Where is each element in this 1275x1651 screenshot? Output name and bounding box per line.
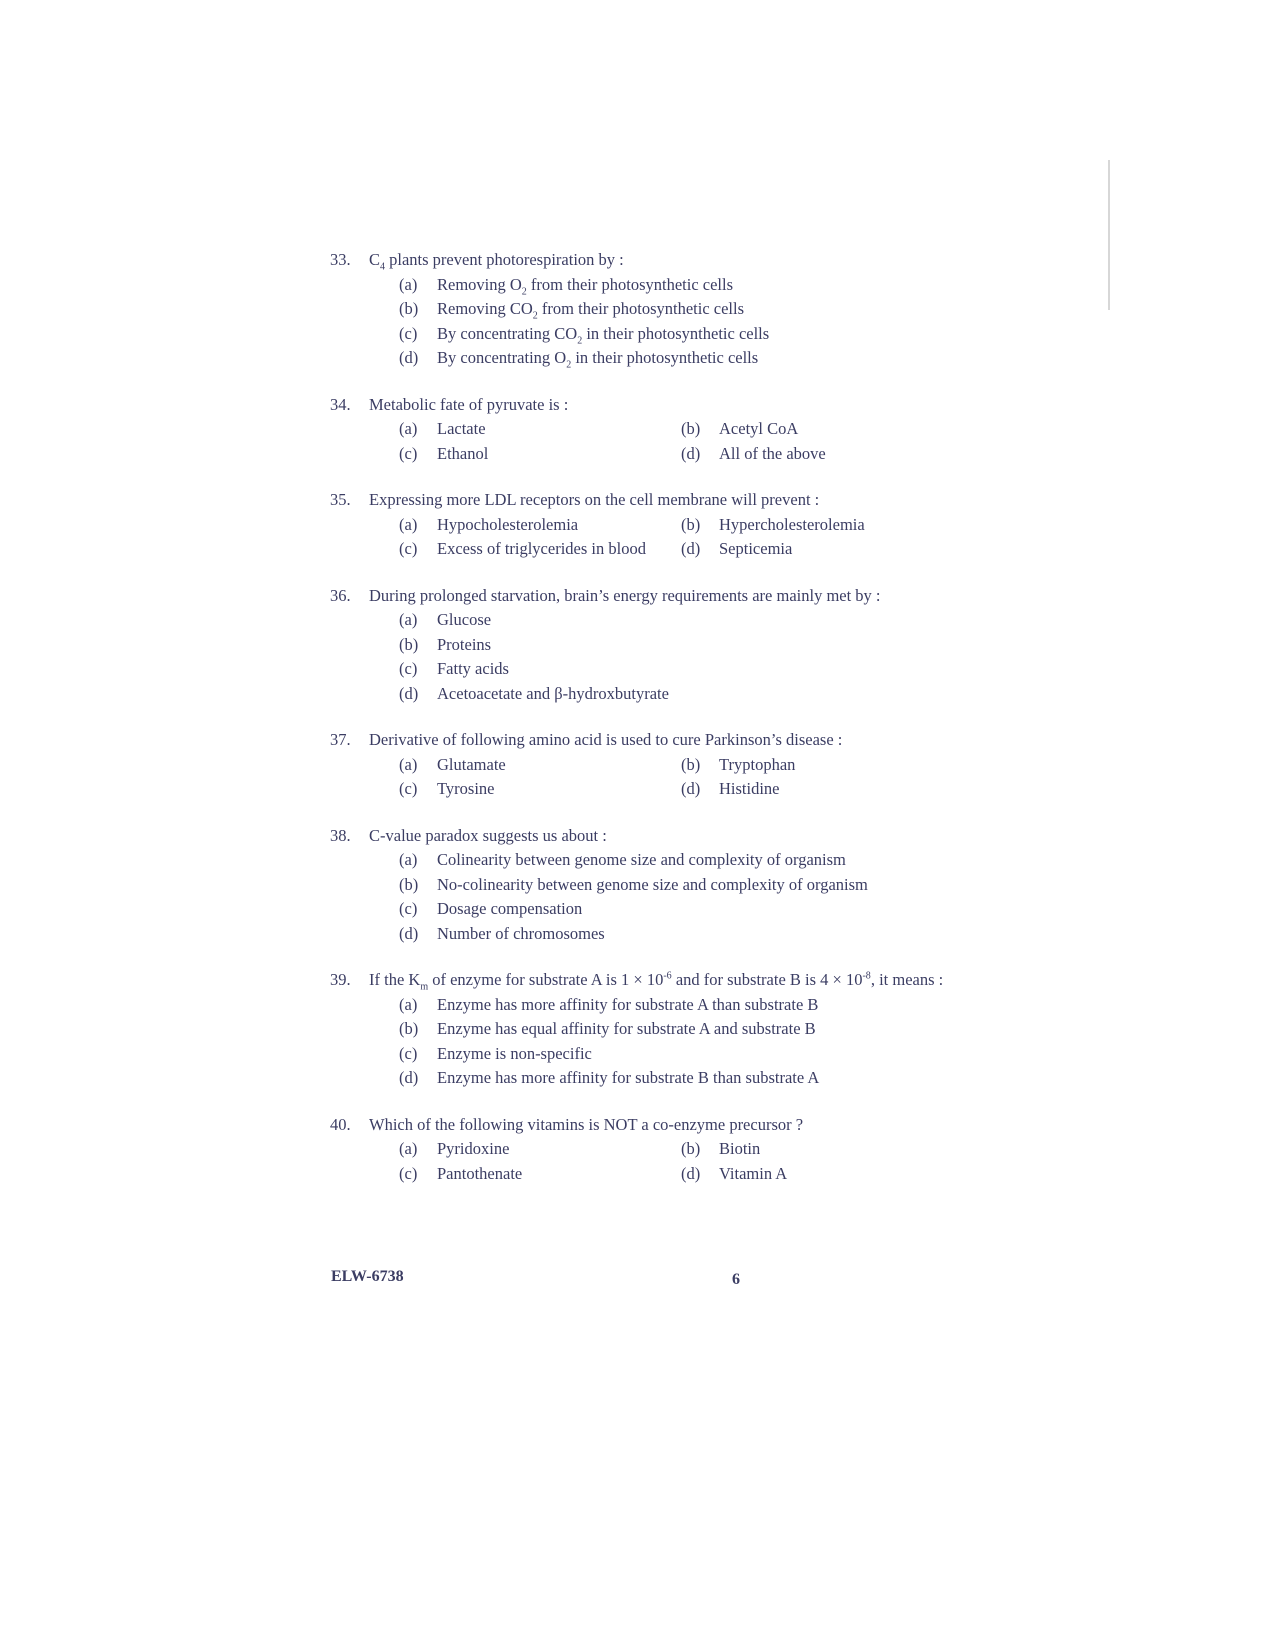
option-grid [330, 513, 950, 562]
option-text: Enzyme is non-specific [437, 1043, 592, 1063]
question-stem [330, 584, 950, 609]
stem-superscript: -6 [663, 970, 672, 982]
option-b [681, 417, 950, 442]
option-text: Fatty acids [437, 659, 509, 678]
option-a [399, 1137, 681, 1162]
stem-subscript: 4 [380, 261, 386, 273]
option-text: Glucose [437, 610, 492, 629]
option-a [399, 273, 950, 298]
option-grid [330, 417, 950, 466]
option-a [399, 753, 681, 778]
option-label: (a) [399, 850, 418, 869]
option-a [399, 608, 950, 633]
option-text: from their photosynthetic cells [537, 299, 744, 318]
question-number: 33. [330, 250, 351, 269]
option-text: Biotin [719, 1139, 761, 1158]
option-d [681, 537, 950, 562]
option-b [681, 753, 950, 778]
option-b [399, 1017, 950, 1042]
option-text: Vitamin A [719, 1163, 788, 1183]
option-c [399, 657, 950, 682]
option-label: (c) [399, 539, 418, 558]
option-text: Removing O [437, 274, 522, 294]
question-33 [330, 248, 950, 371]
option-text: Enzyme has more affinity for substrate A than substrate B [437, 994, 819, 1014]
option-text: from their photosynthetic cells [526, 274, 733, 294]
option-text: Tryptophan [719, 754, 796, 774]
option-text: Enzyme has more affinity for substrate B than substrate A [437, 1068, 820, 1087]
option-b [681, 1137, 950, 1162]
option-text: By concentrating O [437, 348, 567, 367]
option-label: (c) [399, 659, 418, 678]
stem-text: If the K [369, 970, 421, 989]
option-c [399, 1162, 681, 1187]
question-number: 37. [330, 730, 351, 749]
option-text: Colinearity between genome size and complexity of organism [437, 850, 846, 869]
question-35 [330, 488, 950, 562]
option-label: (c) [399, 779, 418, 798]
option-label: (a) [399, 274, 418, 294]
option-label: (a) [399, 994, 418, 1014]
question-36 [330, 584, 950, 707]
option-label: (a) [399, 419, 418, 438]
option-text: Dosage compensation [437, 899, 583, 918]
option-label: (d) [399, 348, 419, 367]
option-label: (c) [399, 899, 418, 918]
option-a [399, 993, 950, 1018]
option-c [399, 1042, 950, 1067]
option-label: (d) [681, 1163, 701, 1183]
option-label: (d) [399, 923, 419, 943]
question-stem [330, 488, 950, 513]
stem-text: and for substrate B is 4 × 10 [671, 970, 863, 989]
question-number: 38. [330, 825, 351, 845]
question-stem [330, 968, 950, 993]
page-footer [331, 1268, 951, 1286]
option-list [330, 273, 950, 371]
option-text: Number of chromosomes [437, 923, 605, 943]
stem-superscript: -8 [862, 970, 871, 982]
option-label: (d) [399, 683, 419, 703]
option-label: (b) [399, 634, 419, 654]
option-a [399, 513, 681, 538]
stem-text: Which of the following vitamins is NOT a co-enzyme precursor ? [369, 1114, 804, 1134]
option-label: (b) [681, 1139, 701, 1158]
option-text: Removing CO [437, 299, 533, 318]
option-text: Acetyl CoA [719, 419, 799, 438]
option-text: Hypercholesterolemia [719, 514, 865, 534]
option-c [399, 897, 950, 922]
question-39 [330, 968, 950, 1091]
option-label: (d) [681, 539, 701, 558]
option-list [330, 993, 950, 1091]
option-grid [330, 753, 950, 802]
option-grid [330, 1137, 950, 1186]
option-label: (b) [681, 514, 701, 534]
option-label: (a) [399, 610, 418, 629]
option-d [399, 922, 950, 947]
option-c [399, 777, 681, 802]
option-a [399, 417, 681, 442]
question-stem [330, 393, 950, 418]
option-label: (b) [399, 1019, 419, 1038]
stem-text: plants prevent photorespiration by : [385, 250, 624, 269]
option-text: Lactate [437, 419, 486, 438]
option-subscript: 2 [532, 310, 538, 322]
option-c [399, 537, 681, 562]
option-b [399, 633, 950, 658]
question-38 [330, 824, 950, 947]
scan-artifact-line [1108, 160, 1110, 310]
option-label: (c) [399, 323, 418, 343]
stem-text: Expressing more LDL receptors on the cell membrane will prevent : [369, 490, 820, 509]
option-label: (c) [399, 443, 418, 463]
question-stem [330, 248, 950, 273]
option-text: in their photosynthetic cells [571, 348, 759, 367]
option-list [330, 608, 950, 706]
page-number: 6 [732, 1271, 740, 1288]
option-label: (c) [399, 1043, 418, 1063]
option-d [399, 346, 950, 371]
option-text: Hypocholesterolemia [437, 514, 579, 534]
paper-code: ELW-6738 [331, 1268, 404, 1285]
option-label: (a) [399, 514, 418, 534]
option-text: Excess of triglycerides in blood [437, 539, 646, 558]
stem-text: During prolonged starvation, brain’s energy requirements are mainly met by : [369, 585, 881, 605]
option-text: Pyridoxine [437, 1139, 510, 1158]
option-text: Proteins [437, 634, 492, 654]
stem-text: C-value paradox suggests us about : [369, 825, 607, 845]
option-label: (c) [399, 1163, 418, 1183]
option-label: (d) [681, 443, 701, 463]
option-text: Ethanol [437, 443, 489, 463]
stem-text: of enzyme for substrate A is 1 × 10 [428, 970, 664, 989]
question-stem [330, 728, 950, 753]
option-d [399, 682, 950, 707]
option-label: (d) [399, 1068, 419, 1087]
option-d [681, 442, 950, 467]
option-list [330, 848, 950, 946]
option-subscript: 2 [521, 285, 527, 297]
option-b [681, 513, 950, 538]
option-label: (a) [399, 754, 418, 774]
question-40 [330, 1113, 950, 1187]
option-label: (a) [399, 1139, 418, 1158]
option-c [399, 442, 681, 467]
option-d [399, 1066, 950, 1091]
option-d [681, 777, 950, 802]
option-b [399, 297, 950, 322]
question-number: 39. [330, 970, 351, 989]
question-number: 36. [330, 585, 351, 605]
question-list [330, 248, 950, 1208]
option-label: (b) [681, 419, 701, 438]
option-text: Enzyme has equal affinity for substrate A and substrate B [437, 1019, 816, 1038]
option-text: Septicemia [719, 539, 793, 558]
question-number: 34. [330, 394, 351, 414]
option-d [681, 1162, 950, 1187]
option-subscript: 2 [566, 359, 572, 371]
option-c [399, 322, 950, 347]
question-stem [330, 1113, 950, 1138]
option-text: All of the above [719, 443, 826, 463]
option-text: in their photosynthetic cells [582, 323, 770, 343]
stem-subscript: m [420, 981, 429, 993]
stem-text: Metabolic fate of pyruvate is : [369, 394, 569, 414]
option-a [399, 848, 950, 873]
stem-text: Derivative of following amino acid is used to cure Parkinson’s disease : [369, 730, 843, 749]
option-text: Pantothenate [437, 1163, 523, 1183]
stem-text: C [369, 250, 381, 269]
option-label: (d) [681, 779, 701, 798]
option-text: Histidine [719, 779, 780, 798]
question-34 [330, 393, 950, 467]
option-label: (b) [681, 754, 701, 774]
question-number: 35. [330, 490, 351, 509]
question-stem [330, 824, 950, 849]
option-b [399, 873, 950, 898]
stem-text: , it means : [870, 970, 944, 989]
option-text: Tyrosine [437, 779, 495, 798]
question-37 [330, 728, 950, 802]
option-text: Acetoacetate and β-hydroxbutyrate [437, 683, 669, 703]
question-number: 40. [330, 1114, 351, 1134]
option-text: Glutamate [437, 754, 506, 774]
option-text: By concentrating CO [437, 323, 578, 343]
option-subscript: 2 [577, 334, 583, 346]
option-text: No-colinearity between genome size and complexity of organism [437, 874, 868, 894]
option-label: (b) [399, 874, 419, 894]
option-label: (b) [399, 299, 419, 318]
